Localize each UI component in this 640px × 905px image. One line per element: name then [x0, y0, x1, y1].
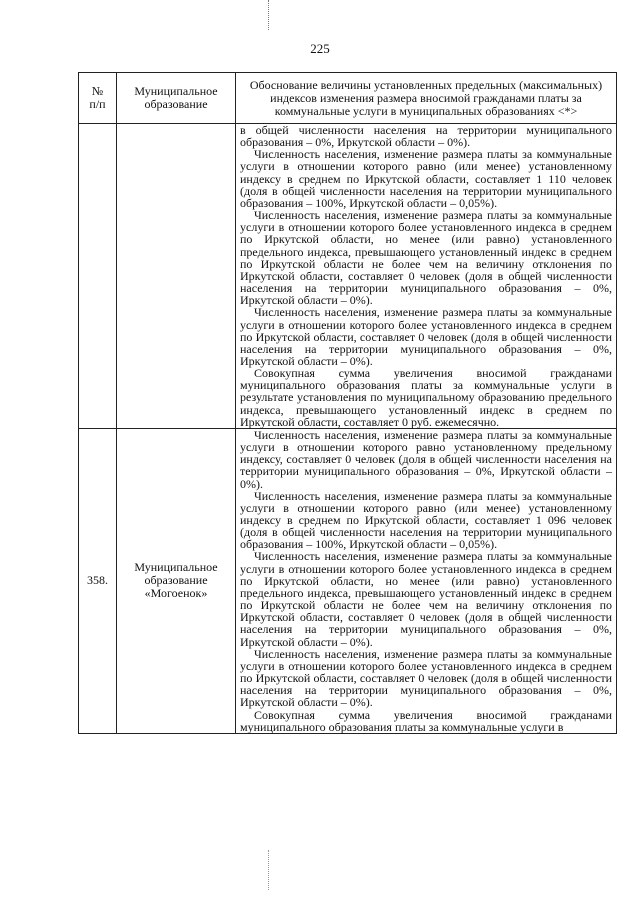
paragraph: в общей численности населения на территории муниципального образования – 0%, Иркутской области – 0%).	[240, 123, 612, 150]
header-justification: Обоснование величины установленных предельных (максимальных) индексов изменения размера вносимой гражданами платы за коммунальные услуги в муниципальных образованиях <*>	[236, 73, 617, 124]
row1-justification-cell	[236, 124, 617, 429]
paragraph: Совокупная сумма увеличения вносимой гражданами муниципального образования платы за коммунальные услуги в	[240, 707, 612, 734]
row1-number-cell	[79, 124, 117, 429]
header-municipality: Муниципальное образование	[117, 73, 236, 124]
paragraph: Численность населения, изменение размера платы за коммунальные услуги в отношении которого равно (или менее) установленному индексу в среднем по Иркутской области, составляет 1 096 человек (доля в общей численности населения на территории муниципального образования – 100%, Иркутской области – 0,05%).	[240, 488, 612, 552]
paragraph: Численность населения, изменение размера платы за коммунальные услуги в отношении которого более установленного индекса в среднем по Иркутской области, составляет 0 человек (доля в общей численности населения на территории муниципального образования – 0%, Иркутской области – 0%).	[240, 646, 612, 710]
tariff-justification-table	[78, 72, 617, 734]
paragraph: Численность населения, изменение размера платы за коммунальные услуги в отношении которого более установленного индекса в среднем по Иркутской области, но менее (или равно) установленного предельного индекса, превышающего установленный индекс в среднем по Иркутской области не более чем на величину отклонения по Иркутской области, составляет 0 человек (доля в общей численности населения на территории муниципального образования – 0%, Иркутской области – 0%).	[240, 208, 612, 308]
header-number: № п/п	[79, 73, 117, 124]
paragraph: Совокупная сумма увеличения вносимой гражданами муниципального образования платы за коммунальные услуги в результате установления по муниципальному образованию предельного индекса, превышающего установленный индекс в среднем по Иркутской области, составляет 0 руб. ежемесячно.	[240, 366, 612, 429]
table-row	[79, 428, 617, 733]
paragraph: Численность населения, изменение размера платы за коммунальные услуги в отношении которого более установленного индекса в среднем по Иркутской области, но менее (или равно) установленного предельного индекса, превышающего установленный индекс в среднем по Иркутской области не более чем на величину отклонения по Иркутской области, составляет 0 человек (доля в общей численности населения на территории муниципального образования – 0%, Иркутской области – 0%).	[240, 549, 612, 649]
scan-margin-mark	[268, 0, 270, 30]
row1-municipality-cell	[117, 124, 236, 429]
table-header-row	[79, 73, 617, 124]
paragraph: Численность населения, изменение размера платы за коммунальные услуги в отношении которого более установленного индекса в среднем по Иркутской области, составляет 0 человек (доля в общей численности населения на территории муниципального образования – 0%, Иркутской области – 0%).	[240, 305, 612, 368]
table-row	[79, 124, 617, 429]
row2-number: 358.	[79, 428, 117, 733]
row2-justification-cell	[236, 428, 617, 733]
paragraph: Численность населения, изменение размера платы за коммунальные услуги в отношении которого равно установленному предельному индексу, составляет 0 человек (доля в общей численности населения на территории муниципального образования – 0%, Иркутской области – 0%).	[240, 427, 612, 491]
row2-municipality: Муниципальное образование «Могоенок»	[117, 428, 236, 733]
page-number: 225	[310, 41, 330, 56]
paragraph: Численность населения, изменение размера платы за коммунальные услуги в отношении которого равно (или менее) установленному индексу в среднем по Иркутской области, составляет 1 110 человек (доля в общей численности населения на территории муниципального образования – 100%, Иркутской области – 0,05%).	[240, 147, 612, 210]
scan-margin-mark	[268, 850, 270, 890]
